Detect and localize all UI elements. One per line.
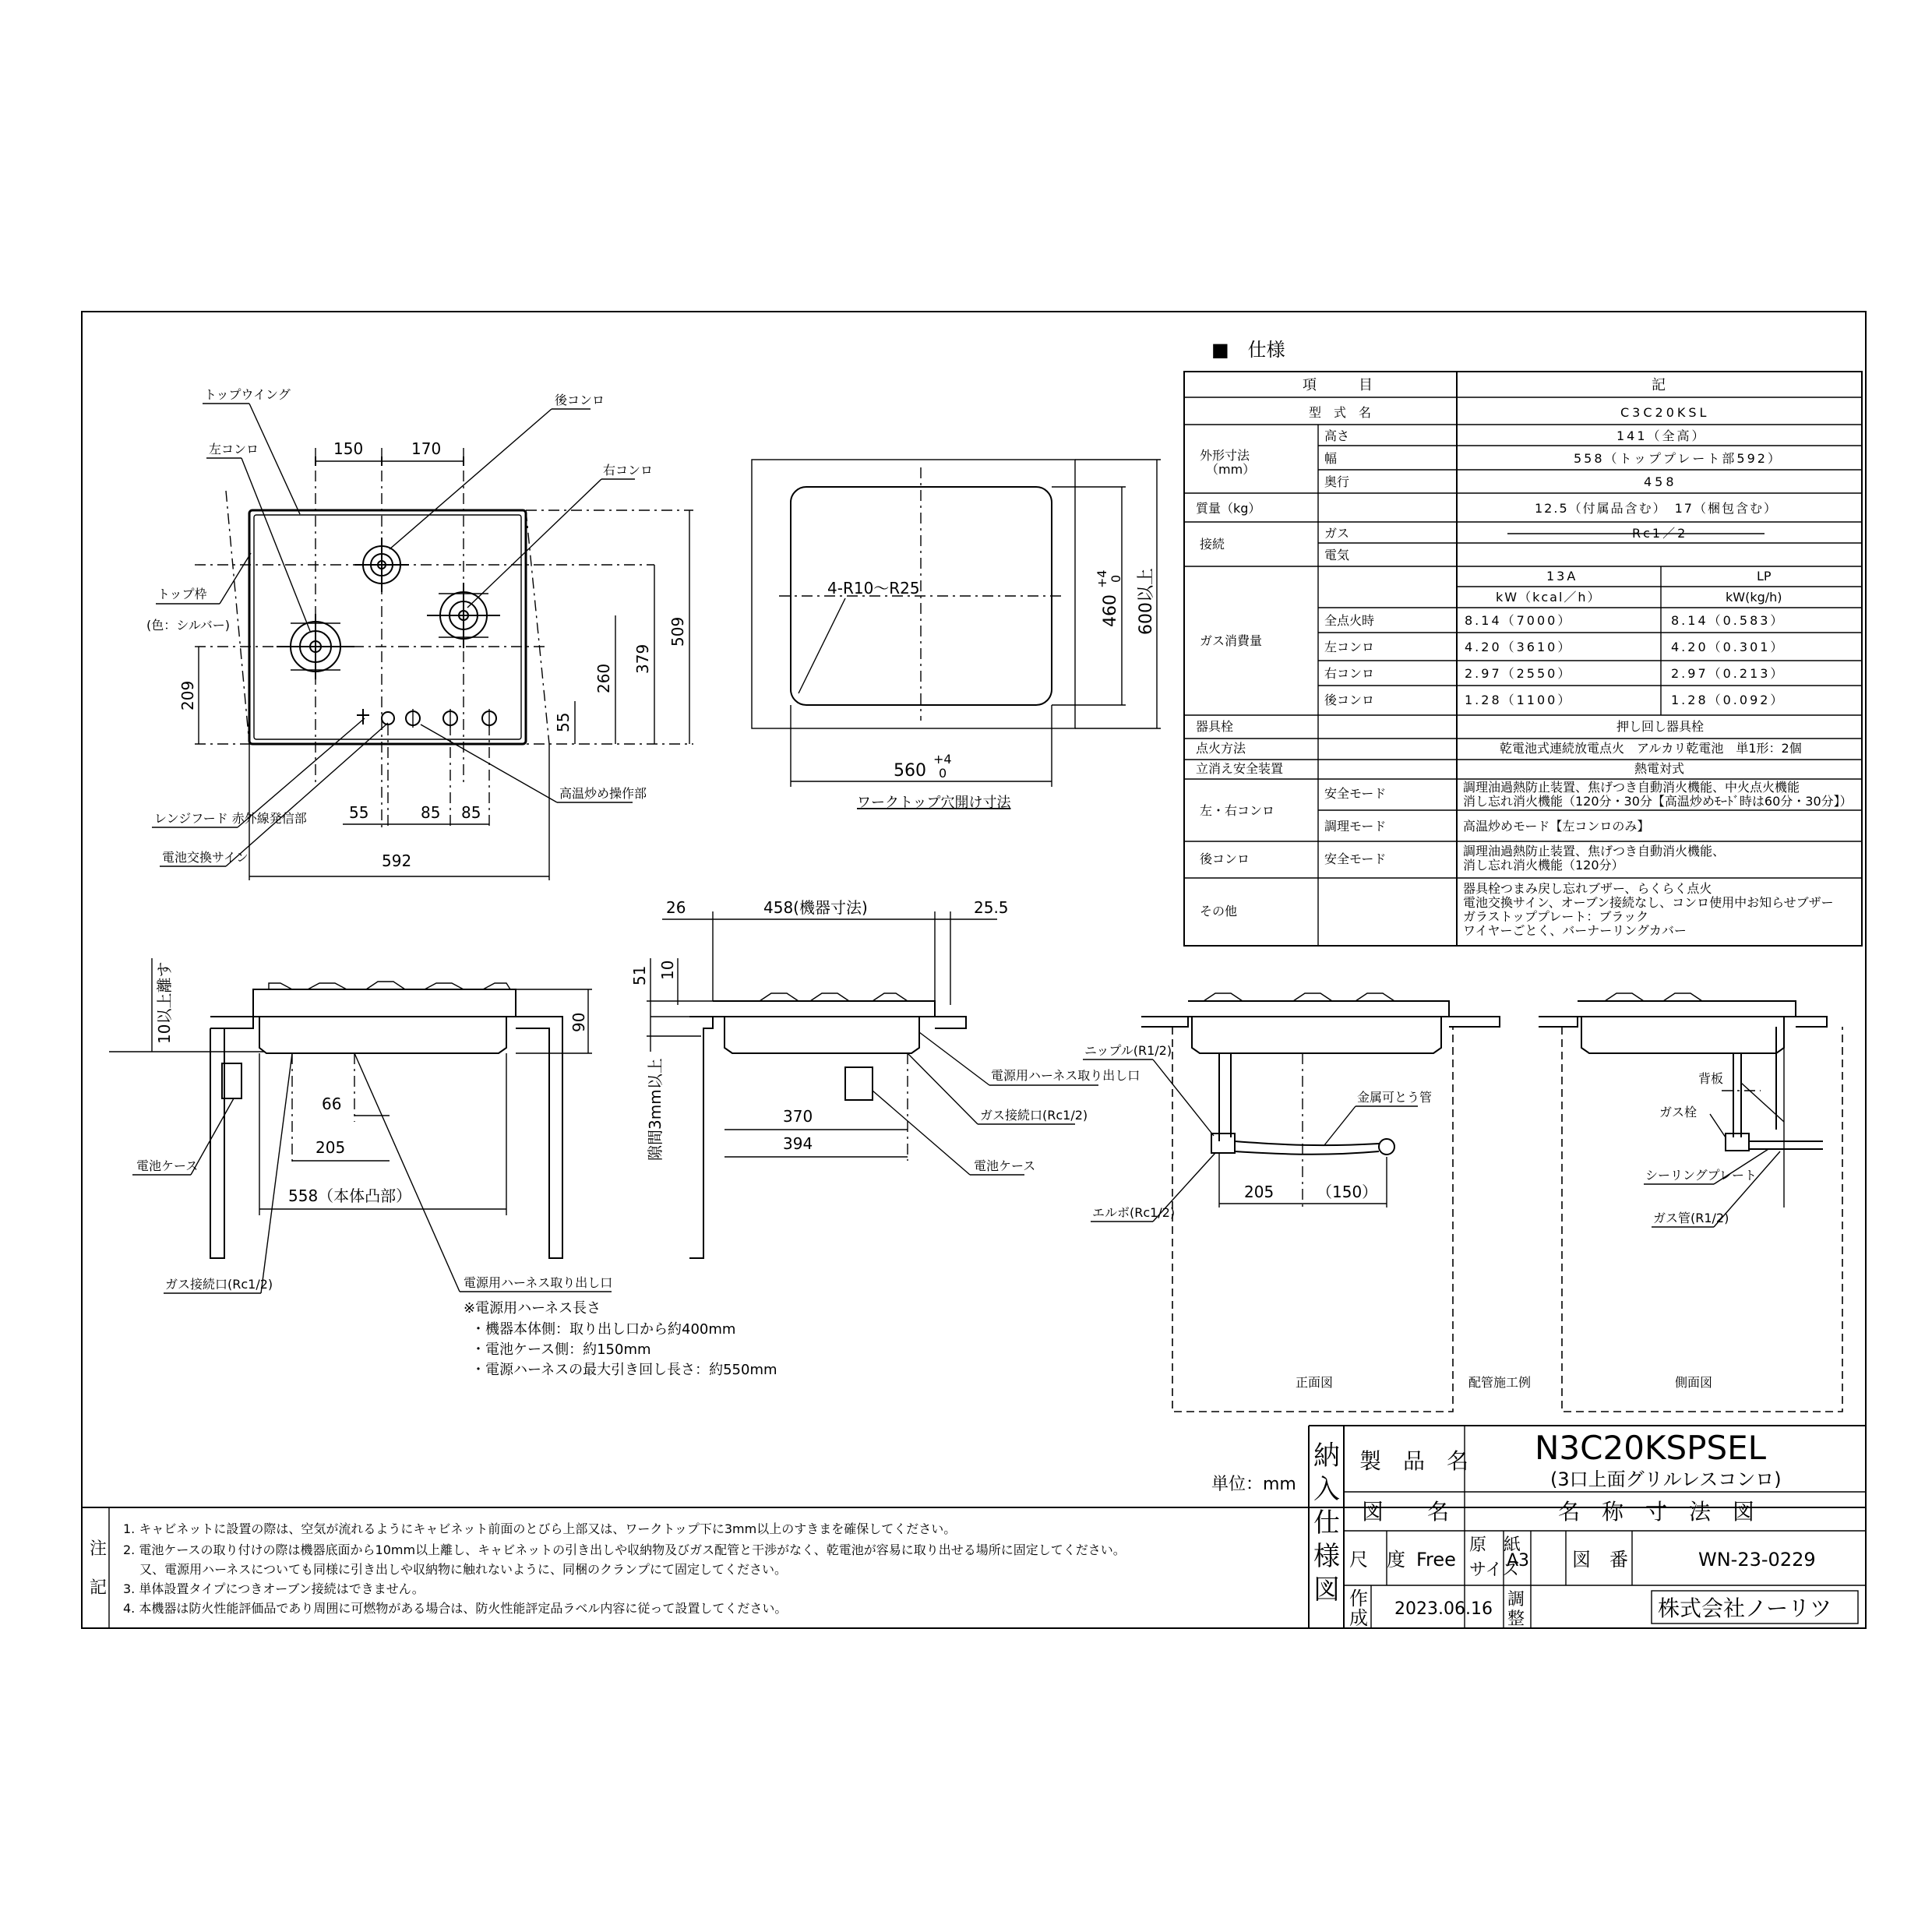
spec-valve: 押し回し器具栓 (1616, 719, 1705, 734)
spec-width-label: 幅 (1324, 451, 1338, 466)
spec-lr-cook: 高温炒めモード【左コンロのみ】 (1463, 819, 1650, 834)
spec-rear-safe-1: 調理油過熱防止装置、焦げつき自動消火機能、 (1463, 844, 1726, 858)
spec-col-value: 記 (1652, 377, 1666, 393)
cutout-width-tol-plus: +4 (933, 752, 952, 767)
product-subtitle: (3口上面グリルレスコンロ) (1550, 1468, 1782, 1490)
made-label-1: 作 (1349, 1588, 1368, 1609)
front-note-3: ・電源ハーネスの最大引き回し長さ：約550mm (471, 1362, 777, 1378)
top-view (146, 387, 693, 880)
spec-width: 558（トッププレート部592） (1574, 451, 1782, 466)
side-dim-25-5: 25.5 (974, 898, 1009, 917)
spec-rear-safe-mode: 安全モード (1324, 851, 1387, 866)
spec-conn-label: 接続 (1200, 537, 1225, 552)
label-top-frame: トップ枠 (157, 587, 207, 601)
spec-other-4: ワイヤーごとく、バーナーリングカバー (1463, 923, 1687, 938)
spec-ign: 乾電池式連続放電点火 アルカリ乾電池 単1形：2個 (1500, 741, 1802, 756)
spec-heading: ■ 仕様 (1211, 339, 1285, 361)
spec-height: 141（全高） (1616, 428, 1707, 443)
spec-safety: 熱電対式 (1634, 761, 1685, 776)
dim-209: 209 (178, 680, 197, 710)
front-notes-title: ※電源用ハーネス長さ (464, 1300, 601, 1317)
drawing-name: 名 称 寸 法 図 (1558, 1499, 1755, 1525)
cutout-view (752, 460, 1161, 811)
unit-label: 単位：mm (1211, 1475, 1296, 1494)
spec-left-label: 左コンロ (1324, 640, 1375, 654)
dim-85-b: 85 (461, 803, 481, 822)
side-dim-394: 394 (783, 1134, 813, 1153)
front-battery-case: 電池ケース (136, 1158, 199, 1173)
spec-back-label: 後コンロ (1324, 693, 1375, 707)
spec-left-lp: 4.20（0.301） (1671, 640, 1786, 654)
spec-model: C3C20KSL (1620, 405, 1710, 420)
spec-depth-label: 奥行 (1324, 474, 1350, 489)
company-name: 株式会社ノーリツ (1658, 1595, 1832, 1621)
paper-label-1: 原 紙 (1469, 1535, 1521, 1555)
spec-unit-13a: kW（kcal／h） (1496, 590, 1602, 605)
spec-table (1184, 339, 1862, 946)
spec-dims-unit: （mm） (1206, 462, 1256, 477)
delivery-char-5: 図 (1313, 1574, 1340, 1606)
pipe-side-caption: 側面図 (1675, 1375, 1713, 1390)
pipe-back-plate: 背板 (1698, 1071, 1724, 1086)
note-3: 3. 単体設置タイプにつきオーブン接続はできません。 (123, 1581, 425, 1596)
label-range-hood: レンジフード 赤外線発信部 (154, 811, 307, 826)
label-high-temp-control: 高温炒め操作部 (559, 786, 647, 801)
spec-all-13a: 8.14（7000） (1465, 613, 1573, 628)
cutout-caption: ワークトップ穴開け寸法 (857, 795, 1011, 811)
spec-lr-safe-1: 調理油過熱防止装置、焦げつき自動消火機能、中火点火機能 (1463, 780, 1800, 795)
drawing-label: 図 名 (1362, 1499, 1450, 1525)
spec-back-13a: 1.28（1100） (1465, 693, 1573, 707)
cutout-width: 560 (894, 761, 926, 781)
spec-height-label: 高さ (1324, 428, 1350, 443)
spec-unit-lp: kW(kg/h) (1726, 590, 1782, 605)
pipe-sealing-plate: シーリングプレート (1645, 1168, 1757, 1183)
side-dim-26: 26 (666, 898, 686, 917)
side-dim-51: 51 (630, 965, 649, 985)
dim-55-width: 55 (349, 803, 369, 822)
scale-value: Free (1416, 1549, 1456, 1571)
spec-model-label: 型 式 名 (1309, 405, 1372, 420)
side-view (630, 898, 1140, 1258)
spec-cons-label: ガス消費量 (1200, 633, 1263, 648)
pipe-nipple: ニップル(R1/2) (1084, 1043, 1172, 1058)
front-dim-558: 558（本体凸部） (288, 1186, 412, 1205)
spec-col-item: 項 目 (1303, 377, 1373, 393)
dim-509: 509 (668, 616, 687, 647)
spec-left-13a: 4.20（3610） (1465, 640, 1573, 654)
dim-55-height: 55 (554, 712, 573, 732)
drawing-number-label: 図 番 (1572, 1549, 1628, 1571)
note-2: 2. 電池ケースの取り付けの際は機器底面から10mm以上離し、キャビネットの引き出しや収納物及びガス配管と干渉がなく、乾電池が容易に取り出せる場所に固定してください。 (123, 1542, 1126, 1557)
adjust-label-1: 調 (1507, 1590, 1525, 1609)
spec-mass-label: 質量（kg） (1196, 501, 1261, 516)
side-dim-370: 370 (783, 1107, 813, 1126)
cutout-height: 460 (1101, 594, 1120, 627)
drawing-number: WN-23-0229 (1698, 1549, 1816, 1571)
label-rear-burner: 後コンロ (555, 393, 605, 407)
spec-gas-label: ガス (1324, 526, 1350, 541)
label-top-frame-color: (色：シルバー) (146, 618, 230, 633)
note-2b: 又、電源用ハーネスについても同様に引き出しや収納物に触れないように、同梱のクランプにて固定してください。 (123, 1562, 787, 1577)
spec-elec-label: 電気 (1324, 548, 1350, 562)
dim-260: 260 (594, 663, 613, 693)
spec-valve-label: 器具栓 (1196, 719, 1234, 734)
scale-label: 尺 度 (1349, 1549, 1405, 1571)
spec-right-lp: 2.97（0.213） (1671, 666, 1786, 681)
front-dim-205: 205 (316, 1138, 346, 1157)
front-harness-outlet: 電源用ハーネス取り出し口 (464, 1275, 613, 1290)
front-gas-connection: ガス接続口(Rc1/2) (165, 1277, 273, 1292)
cutout-height-tol-plus: +4 (1095, 569, 1109, 588)
spec-rear-label: 後コンロ (1200, 851, 1250, 866)
side-gap: 隙間3mm以上 (646, 1058, 665, 1161)
spec-other-label: その他 (1200, 904, 1238, 918)
spec-lr-label: 左・右コンロ (1200, 803, 1275, 818)
spec-rear-safe-2: 消し忘れ消火機能（120分） (1463, 858, 1624, 873)
delivery-char-4: 様 (1313, 1541, 1340, 1572)
side-gas-connection: ガス接続口(Rc1/2) (980, 1108, 1088, 1123)
spec-safety-label: 立消え安全装置 (1196, 761, 1284, 776)
spec-col-lp: LP (1757, 569, 1772, 583)
pipe-gas-pipe: ガス管(R1/2) (1653, 1211, 1729, 1225)
spec-lr-safe-2: 消し忘れ消火機能（120分・30分【高温炒めﾓｰﾄﾞ時は60分・30分】） (1463, 794, 1853, 809)
delivery-char-2: 入 (1313, 1474, 1340, 1505)
spec-depth: 458 (1644, 474, 1677, 489)
side-dim-10: 10 (658, 960, 677, 980)
pipe-gas-valve: ガス栓 (1659, 1105, 1698, 1119)
front-dim-66: 66 (322, 1095, 342, 1113)
pipe-elbow: エルボ(Rc1/2) (1092, 1205, 1176, 1220)
cutout-width-tol-zero: 0 (939, 766, 947, 781)
label-right-burner: 右コンロ (603, 463, 654, 478)
label-top-wing: トップウイング (204, 387, 291, 402)
spec-other-3: ガラストッププレート：ブラック (1463, 909, 1649, 924)
spec-gas: Rc1／2 (1632, 526, 1688, 541)
label-left-burner: 左コンロ (209, 442, 259, 457)
spec-other-2: 電池交換サイン、オーブン接続なし、コンロ使用中お知らせブザー (1463, 895, 1834, 910)
spec-lr-cook-mode: 調理モード (1324, 819, 1387, 834)
spec-dims-label: 外形寸法 (1200, 448, 1250, 463)
spec-all-label: 全点火時 (1324, 613, 1375, 628)
spec-other-1: 器具栓つまみ戻し忘れブザー、らくらく点火 (1463, 881, 1712, 896)
spec-right-label: 右コンロ (1324, 666, 1375, 681)
pipe-dim-150: （150） (1317, 1183, 1378, 1201)
title-block (82, 1426, 1866, 1629)
delivery-char-1: 納 (1313, 1440, 1340, 1472)
dim-150: 150 (333, 439, 364, 458)
paper-value: A3 (1507, 1551, 1530, 1571)
spec-col-13a: 13A (1546, 569, 1578, 583)
side-harness-outlet: 電源用ハーネス取り出し口 (991, 1068, 1141, 1083)
front-dim-90: 90 (569, 1012, 588, 1032)
side-battery-case: 電池ケース (974, 1158, 1036, 1173)
front-clearance: 10以上離す (155, 961, 174, 1044)
side-dim-458: 458(機器寸法) (763, 898, 868, 917)
cutout-height-tol-zero: 0 (1109, 574, 1123, 583)
dim-592: 592 (382, 851, 412, 870)
note-1: 1. キャビネットに設置の際は、空気が流れるようにキャビネット前面のとびら上部又は、ワークトップ下に3mm以上のすきまを確保してください。 (123, 1521, 957, 1536)
label-battery-sign: 電池交換サイン (162, 850, 249, 865)
pipe-flex: 金属可とう管 (1357, 1090, 1433, 1105)
dim-170: 170 (411, 439, 442, 458)
product-name: N3C20KSPSEL (1535, 1429, 1767, 1467)
spec-right-13a: 2.97（2550） (1465, 666, 1573, 681)
note-4: 4. 本機器は防火性能評価品であり周囲に可燃物がある場合は、防火性能評定品ラベル内容に従って設置してください。 (123, 1601, 788, 1616)
pipe-example-caption: 配管施工例 (1468, 1375, 1532, 1390)
made-date: 2023.06.16 (1394, 1599, 1493, 1619)
spec-all-lp: 8.14（0.583） (1671, 613, 1786, 628)
dim-85-a: 85 (421, 803, 441, 822)
cutout-depth-min: 600以上 (1137, 568, 1156, 635)
notes-label-1: 注 (90, 1539, 108, 1559)
piping-example (1083, 993, 1842, 1412)
product-label: 製 品 名 (1359, 1448, 1469, 1474)
spec-mass: 12.5（付属品含む） 17（梱包含む） (1535, 501, 1778, 516)
made-label-2: 成 (1349, 1607, 1368, 1629)
paper-label-2: サイズ (1469, 1560, 1520, 1580)
front-note-1: ・機器本体側：取り出し口から約400mm (471, 1321, 736, 1338)
adjust-label-2: 整 (1507, 1609, 1525, 1629)
front-view (109, 958, 777, 1378)
pipe-dim-205: 205 (1244, 1183, 1274, 1201)
dim-379: 379 (633, 643, 652, 674)
spec-back-lp: 1.28（0.092） (1671, 693, 1786, 707)
spec-ign-label: 点火方法 (1196, 741, 1246, 756)
pipe-front-caption: 正面図 (1296, 1375, 1334, 1390)
delivery-char-3: 仕 (1313, 1507, 1340, 1539)
front-note-2: ・電池ケース側：約150mm (471, 1341, 651, 1358)
notes-label-2: 記 (90, 1578, 108, 1598)
spec-lr-safe-mode: 安全モード (1324, 786, 1387, 801)
cutout-radius: 4-R10～R25 (827, 579, 920, 598)
